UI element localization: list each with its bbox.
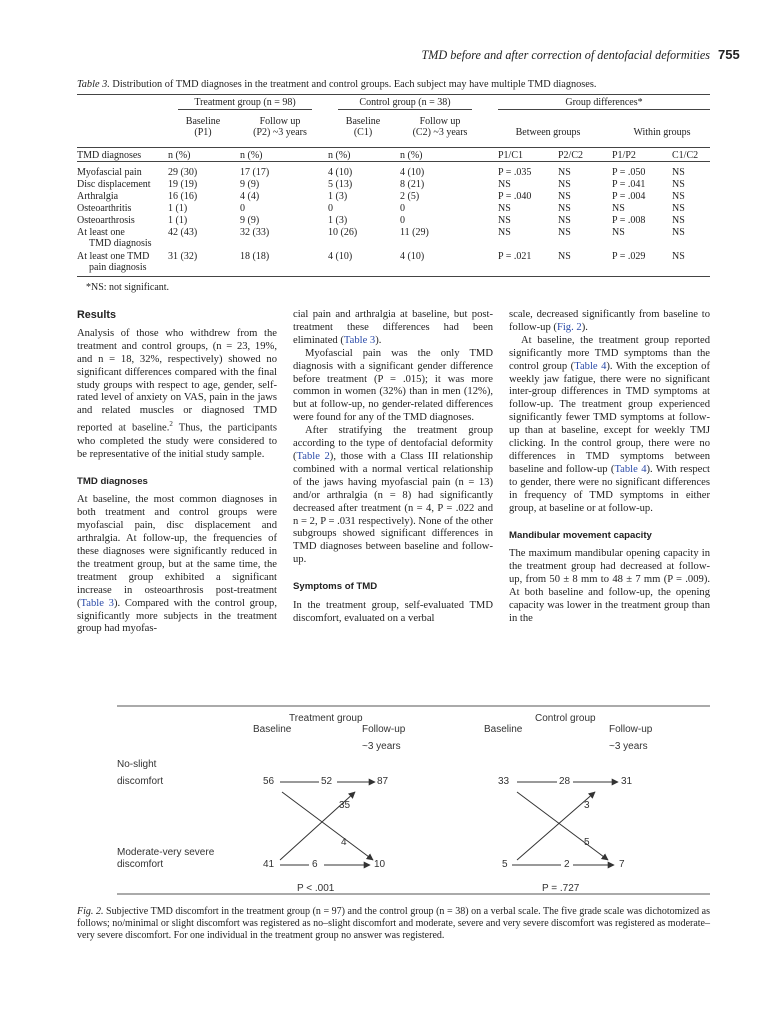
table-cell: 9 (9) [240,215,260,226]
table-cell: NS [558,167,571,178]
table-cell: P = .021 [498,251,532,262]
column-header: C1/C2 [672,150,699,161]
table-row-label: Osteoarthritis [77,203,132,214]
col3-paragraph-1 [509,309,710,335]
text-column-2 [293,309,493,626]
table-cell: NS [672,251,685,262]
table-cell: P = .008 [612,215,646,226]
col2-text-1b: ). [375,334,382,346]
column-header: n (%) [400,150,423,161]
table-cell: 1 (1) [168,203,188,214]
table-cell: NS [558,179,571,190]
table-cell: 17 (17) [240,167,270,178]
control-baseline-none-value: 33 [498,776,510,787]
treatment-group-label: Treatment group [289,713,363,724]
table-cell: 5 (13) [328,179,353,190]
control-mod-to-none-value: 5 [584,837,590,848]
table-cell: 32 (33) [240,227,270,238]
figure-caption-text: Subjective TMD discomfort in the treatment group (n = 97) and the control group (n = 38) on a verbal scale. The five grade scale was dichotomized as follows; no/minimal or slight discomfort was registered as no–slight discomfort and moderate, severe and very severe discomfort was registered as moderate–very severe discomfort. For one individual in the treatment group no answer was registered. [77,906,710,942]
table-4-link[interactable]: Table 4 [574,360,607,372]
table-cell: P = .040 [498,191,532,202]
col2-paragraph-2: Myofascial pain was the only TMD diagnosis with a significant gender difference before treatment (P = .015); it was more common in women (32%) than in men (12%), but at follow-up, no gender-related differences were found for any of the TMD diagnoses. [293,347,493,424]
control-followup-none-value: 31 [621,776,633,787]
table-cell: 19 (19) [168,179,198,190]
treatment-stay-mod-value: 6 [312,859,318,870]
subheader-c1-line1: Baseline [345,116,381,127]
table-cell: NS [558,251,571,262]
table-cell: 11 (29) [400,227,429,238]
table-cell: 1 (1) [168,215,188,226]
table-cell: 4 (10) [400,167,425,178]
column-header: TMD diagnoses [77,150,142,161]
treatment-followup-label: Follow-up [362,724,406,735]
table-2-link[interactable]: Table 2 [296,450,330,462]
table-cell: 9 (9) [240,179,260,190]
col2-text-3a: After stratifying the treatment group according to the type of dentofacial deformity ( [293,425,493,462]
table-cell: NS [558,215,571,226]
table-cell: P = .004 [612,191,646,202]
table-cell: NS [558,227,571,238]
table-cell: 0 [328,203,333,214]
tmd-text-b: ). Compared with the control group, significantly more subjects in the treatment group had myofas- [77,597,277,635]
table-cell: NS [498,179,511,190]
tmd-text-a: At baseline, the most common diagnoses in both treatment and control groups were myofascial pain, disc displacement and arthralgia. At follow-up, the frequencies of these diagnoses were significantly reduced in the treatment group, but at the same time, the treatment group exhibited a significant increase in osteoarthrosis post-treatment ( [77,494,277,609]
treatment-stay-none-value: 52 [321,776,333,787]
table-cell: 10 (26) [328,227,358,238]
control-none-to-mod-arrow [517,792,608,860]
row1-label-a: No-slight [117,759,157,770]
reference-superscript: 2 [169,420,173,429]
table-cell: P = .035 [498,167,532,178]
subheader-p1-line2: (P1) [194,127,212,138]
control-baseline-label: Baseline [484,724,523,735]
col3-text-2b: ). With the exception of weekly jaw fatigue, there were no significant inter-group differences in TMD symptoms at follow-up. The treatment group experienced significantly fewer TMD symptoms at follow-up than at baseline, except for weekly TMJ clicking. In the control group, there were no differences in TMD symptoms between baseline and follow-up ( [509,360,710,475]
treatment-baseline-mod-value: 41 [263,859,275,870]
treatment-followup-mod-value: 10 [374,859,386,870]
table-cell: NS [498,203,511,214]
table-cell: NS [672,215,685,226]
row1-label-b: discomfort [117,776,164,787]
control-baseline-mod-value: 5 [502,859,508,870]
table-cell: 4 (10) [328,167,353,178]
table-cell: 29 (30) [168,167,198,178]
subheader-p2-line1: Follow up [259,116,301,127]
table-cell: P = .050 [612,167,646,178]
treatment-mod-to-none-value: 4 [341,837,347,848]
table-cell: NS [672,167,685,178]
table-row-label: Arthralgia [77,191,119,202]
table-caption [77,79,717,90]
treatment-followup-none-value: 87 [377,776,389,787]
table-cell: 42 (43) [168,227,198,238]
table-cell: NS [498,227,511,238]
table-cell: 18 (18) [240,251,270,262]
column-header: n (%) [240,150,263,161]
table-row-label: At least one TMD diagnosis [77,227,152,249]
table-cell: 0 [400,203,405,214]
table-row-label: Myofascial pain [77,167,142,178]
table-cell: 16 (16) [168,191,198,202]
tmd-diagnoses-heading: TMD diagnoses [77,475,148,487]
treatment-followup-time: ~3 years [362,741,401,752]
control-stay-none-value: 28 [559,776,571,787]
table-cell: NS [612,203,625,214]
column-header: n (%) [328,150,351,161]
treatment-group-header: Treatment group (n = 98) [194,97,296,108]
control-none-to-mod-value: 3 [584,800,590,811]
figure-label: Fig. 2. [77,906,104,917]
table-cell: 4 (10) [400,251,425,262]
treatment-none-to-mod-value: 35 [339,800,351,811]
table-cell: P = .041 [612,179,646,190]
control-group-header: Control group (n = 38) [359,97,451,108]
column-header: P1/C1 [498,150,524,161]
table-cell: 2 (5) [400,191,420,202]
table-cell: 31 (32) [168,251,198,262]
col2-paragraph-1 [293,309,493,348]
column-header: P1/P2 [612,150,636,161]
col3-text-2c: ). With respect to gender, there were no significant differences in frequency of TMD symptoms in either group, at baseline or at follow-up. [509,463,711,514]
page-number: 755 [718,47,740,62]
figure-caption [77,906,710,943]
table-caption-text: Distribution of TMD diagnoses in the treatment and control groups. Each subject may have multiple TMD diagnoses. [109,79,597,90]
table-row-label: Osteoarthrosis [77,215,135,226]
subheader-c1-line2: (C1) [353,127,373,138]
results-paragraph [77,328,277,462]
col2-paragraph-4: In the treatment group, self-evaluated TMD discomfort, evaluated on a verbal [293,600,493,624]
table-3-link-2[interactable]: Table 3 [343,334,376,346]
table-cell: NS [612,227,625,238]
control-group-label: Control group [535,713,596,724]
running-title: TMD before and after correction of dentofacial deformities [421,48,710,62]
treatment-baseline-label: Baseline [253,724,292,735]
tmd-diagnoses-paragraph [77,494,277,636]
table-4-link-2[interactable]: Table 4 [614,463,647,475]
col3-text-1b: ). [581,321,588,333]
treatment-p-value: P < .001 [297,883,335,894]
col3-text-2a: At baseline, the treatment group reported significantly more TMD symptoms than the control group ( [509,334,710,372]
control-followup-label: Follow-up [609,724,653,735]
table-label: Table 3. [77,79,110,90]
table-cell: NS [672,191,685,202]
table-3-link[interactable]: Table 3 [80,597,114,609]
table-cell: 1 (3) [328,215,348,226]
table-cell: 8 (21) [400,179,425,190]
row2-label-a: Moderate-very severe [117,847,215,858]
table-cell: NS [672,203,685,214]
table-cell: NS [558,203,571,214]
results-text: Analysis of those who withdrew from the treatment and control groups, (n = 23, 19%, and n = 18, 32%, respectively) showed no significant differences compared with the final study groups with respect to age, gender, self-rated level of anxiety on VAS, pain in the jaws and related muscles or diagnosed TMD reported at baseline. [77,327,277,434]
control-stay-mod-value: 2 [564,859,570,870]
col3-text-1a: scale, decreased significantly from baseline to follow-up ( [509,309,710,333]
control-followup-time: ~3 years [609,741,648,752]
table-cell: 4 (10) [328,251,353,262]
group-differences-header: Group differences* [565,97,643,108]
treatment-none-to-mod-arrow [282,792,373,860]
col2-paragraph-3 [293,425,493,567]
table-cell: NS [672,227,685,238]
table-cell: NS [672,179,685,190]
fig-2-link[interactable]: Fig. 2 [556,321,582,333]
row2-label-b: discomfort [117,859,164,870]
col3-paragraph-2 [509,335,710,516]
column-header: n (%) [168,150,191,161]
col2-text-1a: cial pain and arthralgia at baseline, but post-treatment these differences had been eliminated ( [293,309,493,346]
subheader-c2-line2: (C2) ~3 years [412,127,468,138]
table-cell: NS [558,191,571,202]
figure-2-diagram [117,700,710,900]
subheader-p1-line1: Baseline [185,116,221,127]
col3-paragraph-3: The maximum mandibular opening capacity in the treatment group had decreased at follow-up, from 50 ± 8 mm to 48 ± 7 mm (P = .009). At both baseline and follow-up, the opening capacity was lower in the treatment group than in the [509,548,710,624]
column-header: P2/C2 [558,150,584,161]
table-row-label: At least one TMD pain diagnosis [77,251,150,273]
text-column-1 [77,309,277,636]
results-text-end: Thus, the participants who completed the study were considered to be representative of the initial study sample. [77,422,277,460]
table-footnote: *NS: not significant. [86,282,170,293]
table-row-label: Disc displacement [77,179,151,190]
subheader-p2-line2: (P2) ~3 years [253,127,307,138]
treatment-baseline-none-value: 56 [263,776,275,787]
control-p-value: P = .727 [542,883,580,894]
text-column-3 [509,309,710,626]
subheader-c2-line1: Follow up [419,116,461,127]
results-heading: Results [77,309,117,321]
table-cell: 0 [400,215,405,226]
mandibular-heading: Mandibular movement capacity [509,529,652,541]
control-followup-mod-value: 7 [619,859,625,870]
table-cell: 0 [240,203,245,214]
table-cell: 4 (4) [240,191,260,202]
subheader-within-groups: Within groups [633,127,691,138]
col2-text-3b: ), those with a Class III relationship combined with a normal vertical relationship of the jaws having myofascial pain (n = 13) and/or arthralgia (n = 8) had significantly decreased after treatment (n = 4, P = .022 and n = 2, P = .031 respectively). None of the other subgroups showed significant differences in TMD diagnoses between baseline and follow-up. [293,450,493,566]
subheader-between-groups: Between groups [515,127,581,138]
symptoms-heading: Symptoms of TMD [293,581,378,593]
table-cell: P = .029 [612,251,646,262]
table-cell: NS [498,215,511,226]
table-cell: 1 (3) [328,191,348,202]
